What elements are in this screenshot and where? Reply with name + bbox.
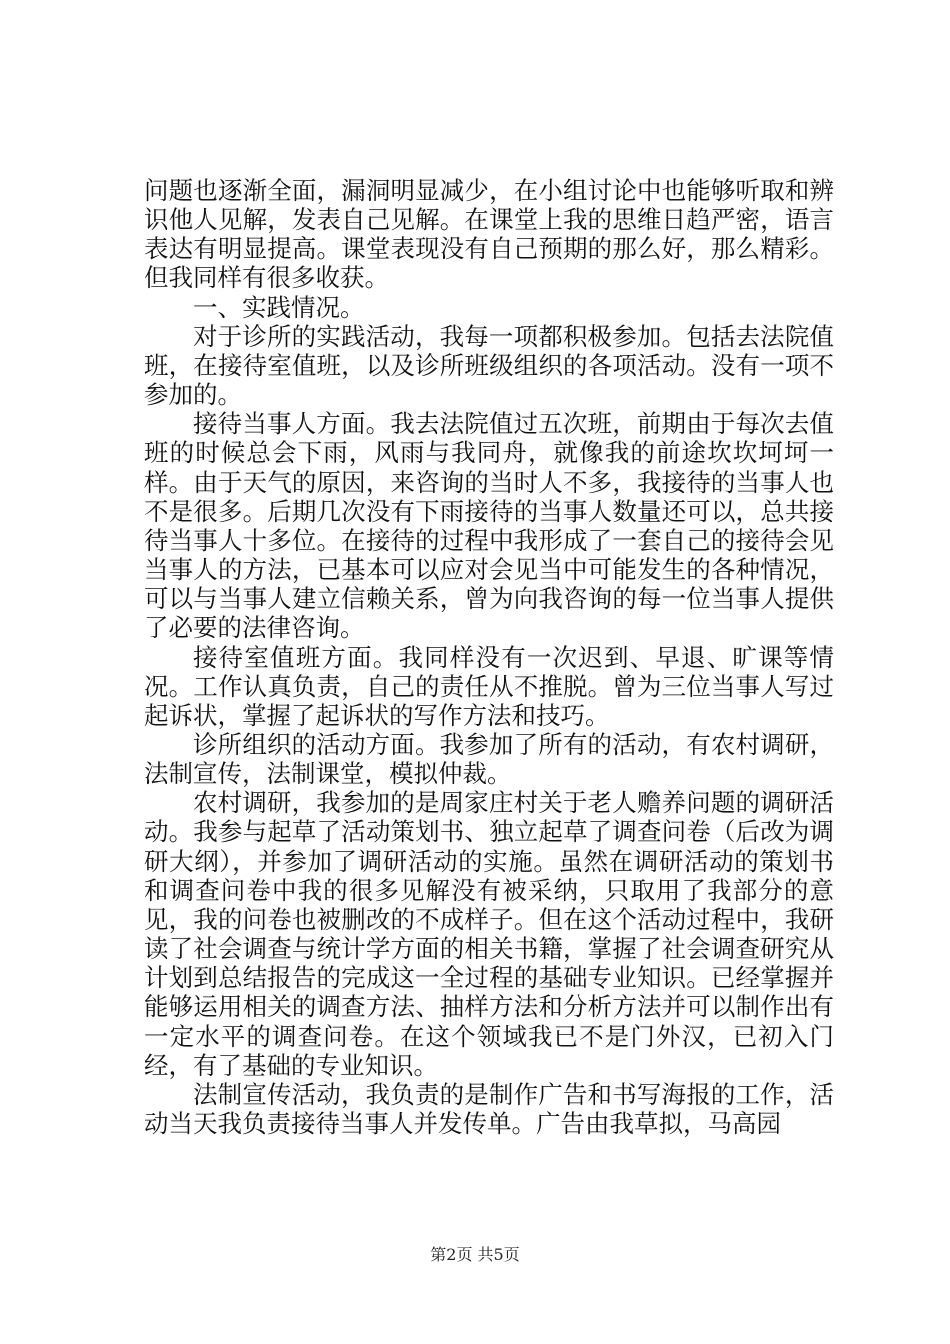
paragraph: 问题也逐渐全面，漏洞明显减少，在小组讨论中也能够听取和辨识他人见解，发表自己见解。在课堂上我的思维日趋严密，语言表达有明显提高。课堂表现没有自己预期的那么好，那么精彩。但我同样有很多收获。 xyxy=(144,176,834,293)
paragraph: 诊所组织的活动方面。我参加了所有的活动，有农村调研，法制宣传，法制课堂，模拟仲裁。 xyxy=(144,729,834,789)
paragraph: 接待当事人方面。我去法院值过五次班，前期由于每次去值班的时候总会下雨，风雨与我同舟，就像我的前途坎坎坷坷一样。由于天气的原因，来咨询的当时人不多，我接待的当事人也不是很多。后期几次没有下雨接待的当事人数量还可以，总共接待当事人十多位。在接待的过程中我形成了一套自己的接待会见当事人的方法，已基本可以应对会见当中可能发生的各种情况，可以与当事人建立信赖关系，曾为向我咨询的每一位当事人提供了必要的法律咨询。 xyxy=(144,409,834,643)
paragraph: 接待室值班方面。我同样没有一次迟到、早退、旷课等情况。工作认真负责，自己的责任从不推脱。曾为三位当事人写过起诉状，掌握了起诉状的写作方法和技巧。 xyxy=(144,642,834,730)
paragraph: 农村调研，我参加的是周家庄村关于老人赡养问题的调研活动。我参与起草了活动策划书、独立起草了调查问卷（后改为调研大纲），并参加了调研活动的实施。虽然在调研活动的策划书和调查问卷中我的很多见解没有被采纳，只取用了我部分的意见，我的问卷也被删改的不成样子。但在这个活动过程中，我研读了社会调查与统计学方面的相关书籍，掌握了社会调查研究从计划到总结报告的完成这一全过程的基础专业知识。已经掌握并能够运用相关的调查方法、抽样方法和分析方法并可以制作出有一定水平的调查问卷。在这个领域我已不是门外汉，已初入门经，有了基础的专业知识。 xyxy=(144,788,834,1080)
page-footer: 第2页 共5页 xyxy=(430,1245,520,1264)
section-heading: 一、实践情况。 xyxy=(193,292,365,322)
paragraph: 法制宣传活动，我负责的是制作广告和书写海报的工作，活动当天我负责接待当事人并发传单。广告由我草拟，马高园 xyxy=(144,1079,834,1138)
paragraph: 对于诊所的实践活动，我每一项都积极参加。包括去法院值班，在接待室值班，以及诊所班级组织的各项活动。没有一项不参加的。 xyxy=(144,321,834,410)
document-body xyxy=(144,176,834,1138)
